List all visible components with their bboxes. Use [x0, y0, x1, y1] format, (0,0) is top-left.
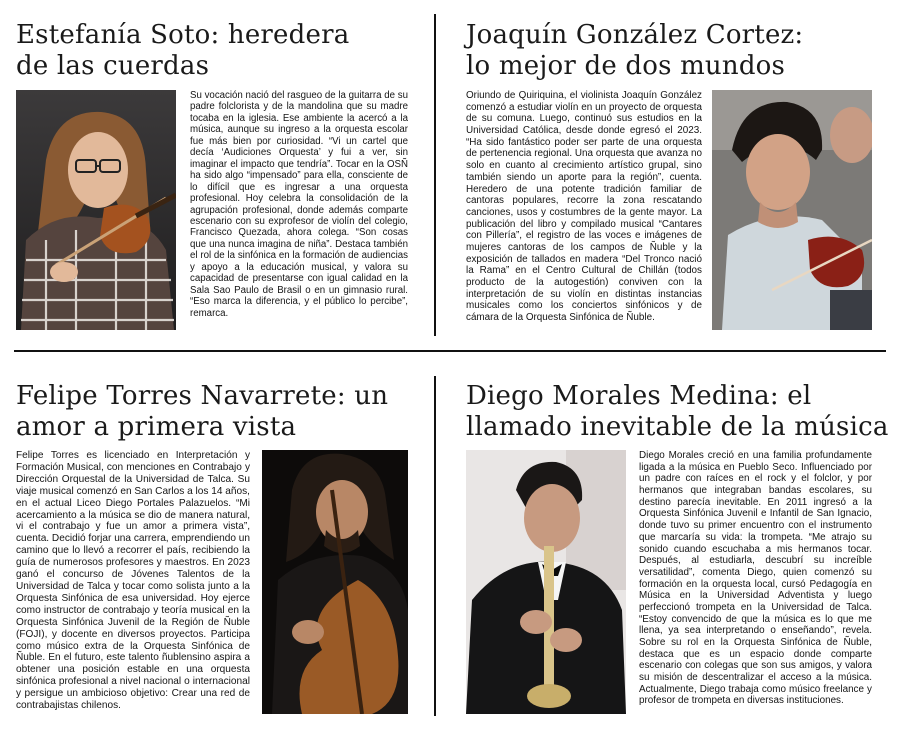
article-title: [466, 20, 803, 82]
article-title: [16, 20, 349, 82]
article-paragraph: Diego Morales creció en una familia profundamente ligada a la música en Pueblo Seco. Influenciado por un padre con raíces en el rock y el folclor, y por hermanos que integraban bandas escolares, su destino parecía inevitable. En 2011 ingresó a la Orquesta Sinfónica Juvenil e Infantil de San Ignacio, donde tuvo su primer encuentro con el instrumento que marcaría su vida: la trompeta. “Me atrajo su sonido cuando escuchaba a mis hermanos tocar. Después, al estudiarla, descubrí su increíble versatilidad”, comenta Diego, quien comenzó su formación en la orquesta local, cursó Pedagogía en Música en la Universidad Adventista y luego perfeccionó trompeta en la Universidad de Talca. “Estoy convencido de que la música es lo que me llena, ya sea interpretando o enseñando”, revela. Sobre su rol en la Orquesta Sinfónica de Ñuble, destaca que es un espacio donde comparte escenario con colegas que son sus amigos, y valora su misión de descentralizar el acceso a la música. Actualmente, Diego trabaja como músico freelance y profesor de trompeta en diversas instituciones.: [639, 450, 872, 707]
photo-violinist-man: [712, 90, 872, 330]
title-line: lo mejor de dos mundos: [466, 51, 786, 81]
article-title: [466, 381, 889, 443]
article-title: [16, 381, 388, 443]
horizontal-divider: [14, 350, 886, 352]
article-body: [466, 90, 702, 334]
vertical-divider-top: [434, 14, 436, 336]
title-line: de las cuerdas: [16, 51, 210, 81]
article-body: [190, 90, 408, 332]
photo-trumpeter: [466, 450, 626, 714]
title-line: llamado inevitable de la música: [466, 412, 889, 442]
vertical-divider-bottom: [434, 376, 436, 716]
title-line: Estefanía Soto: heredera: [16, 20, 350, 50]
article-body: [16, 450, 250, 718]
article-paragraph: Oriundo de Quiriquina, el violinista Joaquín González comenzó a estudiar violín en un proyecto de orquesta de su comuna. Luego, continuó sus estudios en la Universidad Católica, desde donde egresó el 2023. “Ha sido fantástico poder ser parte de una orquesta de pertenencia regional. Una orquesta que avanza no solo en cuanto al crecimiento artístico grupal, sino también siendo un aporte para la región”, cuenta. Heredero de una potente tradición familiar de cantoras populares, recorre la zona rescatando canciones, usos y costumbres de la gente mayor. La publicación del libro y compilado musical “Cantares con Pillería”, el registro de las voces e imágenes de mujeres cantoras de los campos de Ñuble y la exposición de tallados en madera “Del Tronco nació la Rama” en el Centro Cultural de Chillán (todos producto de la autogestión) conviven con la interpretación de su violín en distintas instancias musicales como los conciertos sinfónicos y de cámara de la Orquesta Sinfónica de Ñuble.: [466, 90, 702, 324]
photo-double-bassist: [262, 450, 408, 714]
photo-violinist-woman: [16, 90, 176, 330]
article-paragraph: Su vocación nació del rasgueo de la guitarra de su padre folclorista y de la mandolina que su madre tocaba en la iglesia. Ese ambiente la acercó a la música, aunque su ingreso a la orquesta escolar fue más bien por curiosidad. “Vi un cartel que decía ‘Audiciones Orquesta’ y fui a ver, sin imaginar el impacto que tendría”. Tocar en la OSÑ ha sido algo “impensado” para ella, consciente de lo difícil que es ingresar a una orquesta profesional. Hoy celebra la consolidación de la agrupación profesional, donde además comparte escenario con su exprofesor de violín del colegio, Francisco Quezada, ahora colega. “Son cosas que una nunca imagina de niña”. Destaca también el rol de la sinfónica en la formación de audiencias y apoyo a la educación musical, y valora su capacidad de presentarse con igual calidad en la Sala Sao Paulo de Brasil o en un gimnasio rural. “Eso marca la diferencia, y el público lo percibe”, remarca.: [190, 90, 408, 319]
article-body: [639, 450, 872, 718]
title-line: amor a primera vista: [16, 412, 297, 442]
title-line: Felipe Torres Navarrete: un: [16, 381, 389, 411]
article-paragraph: Felipe Torres es licenciado en Interpretación y Formación Musical, con menciones en Contrabajo y Dirección Orquestal de la Universidad de Talca. Su viaje musical comenzó en San Carlos a los 14 años, en el actual Liceo Diego Portales Palazuelos. “Mi acercamiento a la música se dio de manera natural, vi el contrabajo y fue un amor a primera vista”, cuenta. Decidió forjar una carrera, emprendiendo un camino que lo llevó a recorrer el país, recibiendo la guía de numerosos profesores y maestros. En 2023 ganó el concurso de Jóvenes Talentos de la Universidad de Talca y tocar como solista junto a la Orquesta Sinfónica de esa universidad. Hoy ejerce como instructor de contrabajo y teoría musical en la Orquesta Sinfónica Juvenil de la Región de Ñuble (FOJI), y docente en diversos proyectos. Participa como músico extra de la Orquesta Sinfónica de Ñuble. En el futuro, este talento ñublensino aspira a obtener una posición estable en una orquesta sinfónica profesional a nivel nacional o internacional y persigue un ambicioso objetivo: Crear una red de contrabajistas chilenos.: [16, 450, 250, 712]
title-line: Diego Morales Medina: el: [466, 381, 812, 411]
title-line: Joaquín González Cortez:: [466, 20, 804, 50]
